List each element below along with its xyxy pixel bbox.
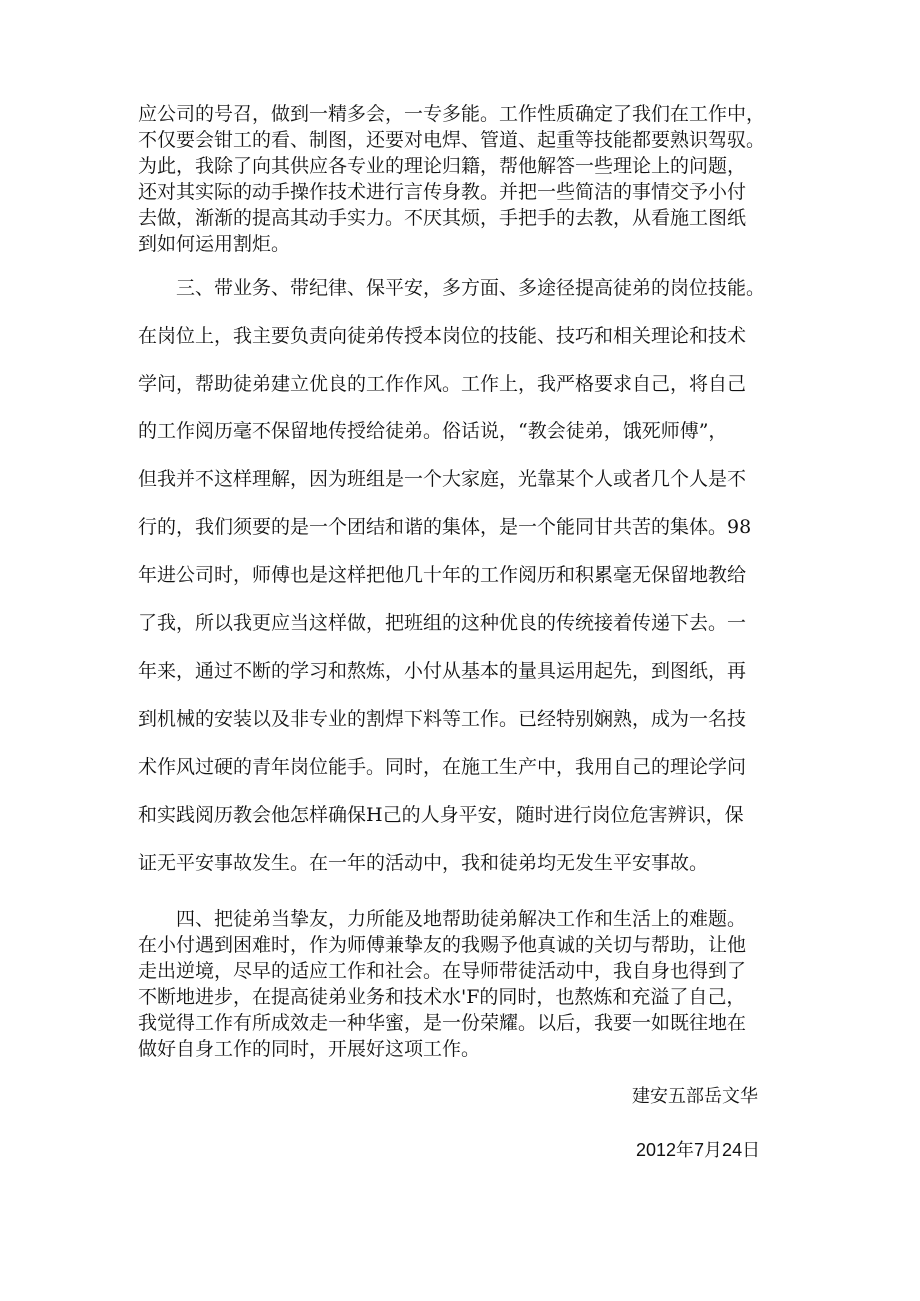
text-line: 学问，帮助徒弟建立优良的工作作风。工作上，我严格要求自己，将自己 (138, 373, 747, 395)
text-line: 应公司的号召，做到一精多会，一专多能。工作性质确定了我们在工作中， (138, 103, 766, 125)
text-line: 不仅要会钳工的看、制图，还要对电焊、管道、起重等技能都要熟识驾驭。 (138, 129, 766, 151)
text-line: 行的，我们须要的是一个团结和谐的集体，是一个能同甘共苦的集体。98 (138, 516, 752, 538)
text-line: 的工作阅历毫不保留地传授给徒弟。俗话说，“教会徒弟，饿死师傅”， (138, 420, 728, 442)
text-line: 年来，通过不断的学习和熬炼，小付从基本的量具运用起先，到图纸，再 (138, 660, 747, 682)
date: 2012年7月24日 (636, 1140, 761, 1160)
text-line: 去做，渐渐的提高其动手实力。不厌其烦，手把手的去教，从看施工图纸 (138, 207, 747, 229)
text-line: 和实践阅历教会他怎样确保H己的人身平安，随时进行岗位危害辨识，保 (138, 804, 744, 826)
text-line: 在小付遇到困难时，作为师傅兼挚友的我赐予他真诚的关切与帮助，让他 (138, 934, 747, 956)
text-line: 还对其实际的动手操作技术进行言传身教。并把一些简洁的事情交予小付 (138, 181, 747, 203)
text-line: 不断地进步，在提高徒弟业务和技术水'F的同时，也熬炼和充溢了自己， (138, 986, 746, 1008)
text-line: 术作风过硬的青年岗位能手。同时，在施工生产中，我用自己的理论学问 (138, 756, 747, 778)
text-line: 但我并不这样理解，因为班组是一个大家庭，光靠某个人或者几个人是不 (138, 468, 747, 490)
text-line: 做好自身工作的同时，开展好这项工作。 (138, 1038, 481, 1060)
text-line: 年进公司时，师傅也是这样把他几十年的工作阅历和积累毫无保留地教给 (138, 564, 747, 586)
text-line: 到如何运用割炬。 (138, 233, 291, 255)
text-line: 了我，所以我更应当这样做，把班组的这种优良的传统接着传递下去。一 (138, 612, 747, 634)
section-heading: 四、把徒弟当挚友，力所能及地帮助徒弟解决工作和生活上的难题。 (176, 908, 747, 930)
text-line: 证无平安事故发生。在一年的活动中，我和徒弟均无发生平安事故。 (138, 852, 709, 874)
text-line: 我觉得工作有所成效走一种华蜜，是一份荣耀。以后，我要一如既往地在 (138, 1012, 747, 1034)
signature: 建安五部岳文华 (632, 1086, 758, 1107)
section-heading: 三、带业务、带纪律、保平安，多方面、多途径提高徒弟的岗位技能。 (176, 277, 766, 299)
text-line: 在岗位上，我主要负责向徒弟传授本岗位的技能、技巧和相关理论和技术 (138, 325, 747, 347)
text-line: 走出逆境，尽早的适应工作和社会。在导师带徒活动中，我自身也得到了 (138, 960, 747, 982)
text-line: 到机械的安装以及非专业的割焊下料等工作。已经特别娴熟，成为一名技 (138, 708, 747, 730)
text-line: 为此，我除了向其供应各专业的理论归籍，帮他解答一些理论上的问题， (138, 155, 747, 177)
